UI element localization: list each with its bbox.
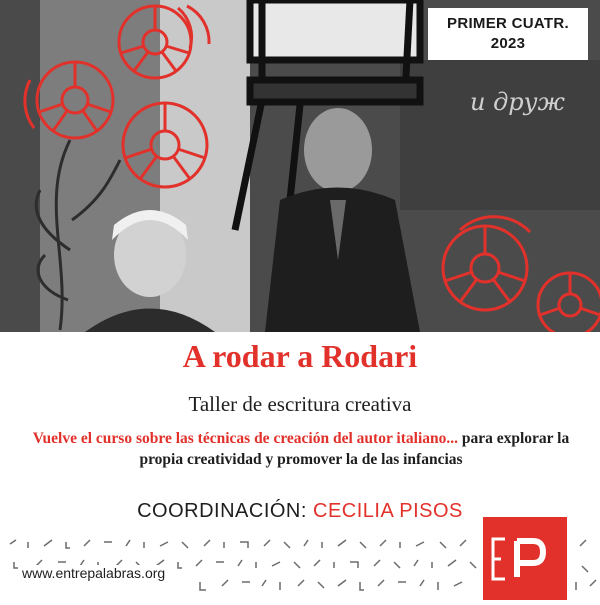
description-highlight: Vuelve el curso sobre las técnicas de creación del autor italiano... <box>32 430 458 447</box>
chalkboard-text: и друж <box>470 88 565 116</box>
description-rest: para explorar la propia creatividad y promover la de las infancias <box>139 430 570 468</box>
website-link[interactable]: www.entrepalabras.org <box>18 565 169 581</box>
ep-logo-icon <box>483 517 567 600</box>
coordination-label: COORDINACIÓN: <box>137 500 313 522</box>
coordinator-name: CECILIA PISOS <box>313 500 463 522</box>
page-title: A rodar a Rodari <box>182 338 418 374</box>
entrepalabras-logo <box>483 517 567 600</box>
semester-badge <box>428 8 588 60</box>
page-subtitle: Taller de escritura creativa <box>188 392 412 416</box>
semester-badge-line2: 2023 <box>490 35 526 52</box>
description <box>16 428 586 470</box>
semester-badge-line1: PRIMER CUATR. <box>447 15 569 32</box>
